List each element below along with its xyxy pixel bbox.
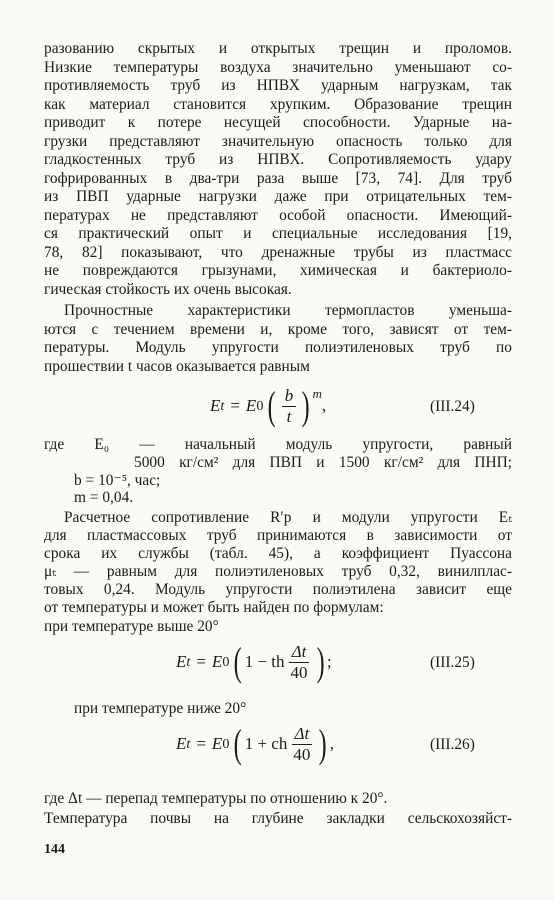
- text-line: не повреждаются грызунами, химическая и бактериоло-: [44, 262, 512, 279]
- text-line: Низкие температуры воздуха значительно уменьшают со-: [44, 58, 512, 76]
- eq-e0: E: [211, 734, 223, 753]
- eq-tail: ,: [321, 396, 327, 415]
- text-line: 5000 кг/см² для ПВП и 1500 кг/см² для ПНП;: [134, 454, 512, 471]
- condition-below-20: при температуре ниже 20°: [74, 700, 247, 717]
- eq-e0-sub: 0: [256, 397, 264, 414]
- equation-number: (III.26): [430, 736, 475, 753]
- text-line: из ПВП ударные нагрузки даже при отрицательных тем-: [44, 188, 512, 205]
- text-line: товых 0,24. Модуль упругости полиэтилена зависит еще: [44, 581, 512, 598]
- eq-one-minus-th: 1 − th: [244, 652, 285, 671]
- eq-fraction: [288, 642, 311, 683]
- equation-number: (III.24): [430, 398, 475, 415]
- text-line: гладкостенных труб из НПВХ. Сопротивляемость удару: [44, 151, 512, 168]
- eq-tail: ,: [329, 734, 334, 753]
- eq-lhs: E: [210, 396, 221, 415]
- text-line: для пластмассовых труб принимаются в зависимости от: [44, 527, 512, 544]
- text-line: срока их службы (табл. 45), а коэффициент Пуассона: [44, 545, 512, 562]
- text-line: противляемость труб из НПВХ ударным нагрузкам, так: [44, 77, 512, 94]
- eq-one-plus-ch: 1 + ch: [244, 734, 288, 753]
- text-line: от температуры и может быть найден по формулам:: [44, 599, 384, 616]
- eq-numerator: b: [282, 386, 297, 407]
- equation-number: (III.25): [430, 654, 475, 671]
- eq-equals: =: [230, 396, 240, 415]
- eq-e0-sub: 0: [222, 735, 230, 752]
- text-line: ются с течением времени и, кроме того, зависят от тем-: [44, 320, 512, 338]
- eq-denominator: t: [286, 406, 292, 426]
- text-line: ся практический опыт и специальные исследования [19,: [44, 225, 512, 242]
- eq-lhs-sub: t: [186, 735, 191, 752]
- text-line: приводит к потере несущей способности. Ударные на-: [44, 114, 512, 131]
- eq-equals: =: [196, 652, 206, 671]
- eq-exponent: m: [312, 386, 322, 401]
- text-line: μₜ — равным для полиэтиленовых труб 0,32, винилплас-: [44, 563, 512, 580]
- text-line: где Δt — перепад температуры по отношению к 20°.: [44, 790, 388, 807]
- eq-fraction: [282, 386, 297, 427]
- eq-e0: E: [245, 396, 257, 415]
- equation-iii-25: E t = E 0 ( 1 − th $\frac{\Delta t}{40}$ ) ;: [176, 639, 332, 684]
- text-line: Прочностные характеристики термопластов уменьша-: [64, 302, 512, 319]
- text-line: разованию скрытых и открытых трещин и проломов.: [44, 40, 512, 57]
- eq-lhs-sub: t: [186, 653, 191, 670]
- text-line: гическая стойкость их очень высокая.: [44, 280, 292, 298]
- text-line: грузки представляют значительную опасность только для: [44, 132, 512, 150]
- page-number: 144: [44, 842, 65, 857]
- eq-equals: =: [196, 734, 206, 753]
- equation-iii-24: E t = E 0 ( $\frac{b}{t}$ ) $^m$ ,: [210, 383, 327, 428]
- text-line: пературы. Модуль упругости полиэтиленовых труб по: [44, 339, 512, 356]
- text-line: пературах не представляют особой опасности. Имеющий-: [44, 206, 512, 224]
- eq-numerator: Δt: [289, 642, 310, 663]
- text-line: 78, 82] показывают, что дренажные трубы из пластмасс: [44, 243, 512, 261]
- eq-e0-sub: 0: [222, 653, 230, 670]
- text-line: как материал становится хрупким. Образование трещин: [44, 95, 512, 113]
- condition-above-20: при температуре выше 20°: [44, 618, 219, 635]
- text-line: Температура почвы на глубине закладки сельскохозяйст-: [44, 810, 512, 827]
- text-line: гофрированных в два-три раза выше [73, 74]. Для труб: [44, 169, 512, 187]
- text-line: прошествии t часов оказывается равным: [44, 357, 310, 375]
- eq-denominator: 40: [290, 662, 308, 682]
- eq-fraction: [290, 724, 313, 765]
- eq-denominator: 40: [293, 744, 311, 764]
- eq-lhs: E: [176, 734, 187, 753]
- text-line: m = 0,04.: [74, 489, 134, 506]
- eq-numerator: Δt: [292, 724, 313, 745]
- eq-tail: ;: [326, 652, 332, 671]
- eq-e0: E: [211, 652, 223, 671]
- text-line: b = 10⁻⁵, час;: [74, 472, 161, 489]
- equation-iii-26: E t = E 0 ( 1 + ch $\frac{\Delta t}{40}$ ) ,: [176, 721, 334, 766]
- eq-lhs-sub: t: [220, 397, 225, 414]
- text-line: Расчетное сопротивление R′р и модули упругости Eₜ: [64, 509, 512, 526]
- text-line: где E₀ — начальный модуль упругости, равный: [44, 436, 512, 453]
- eq-lhs: E: [176, 652, 187, 671]
